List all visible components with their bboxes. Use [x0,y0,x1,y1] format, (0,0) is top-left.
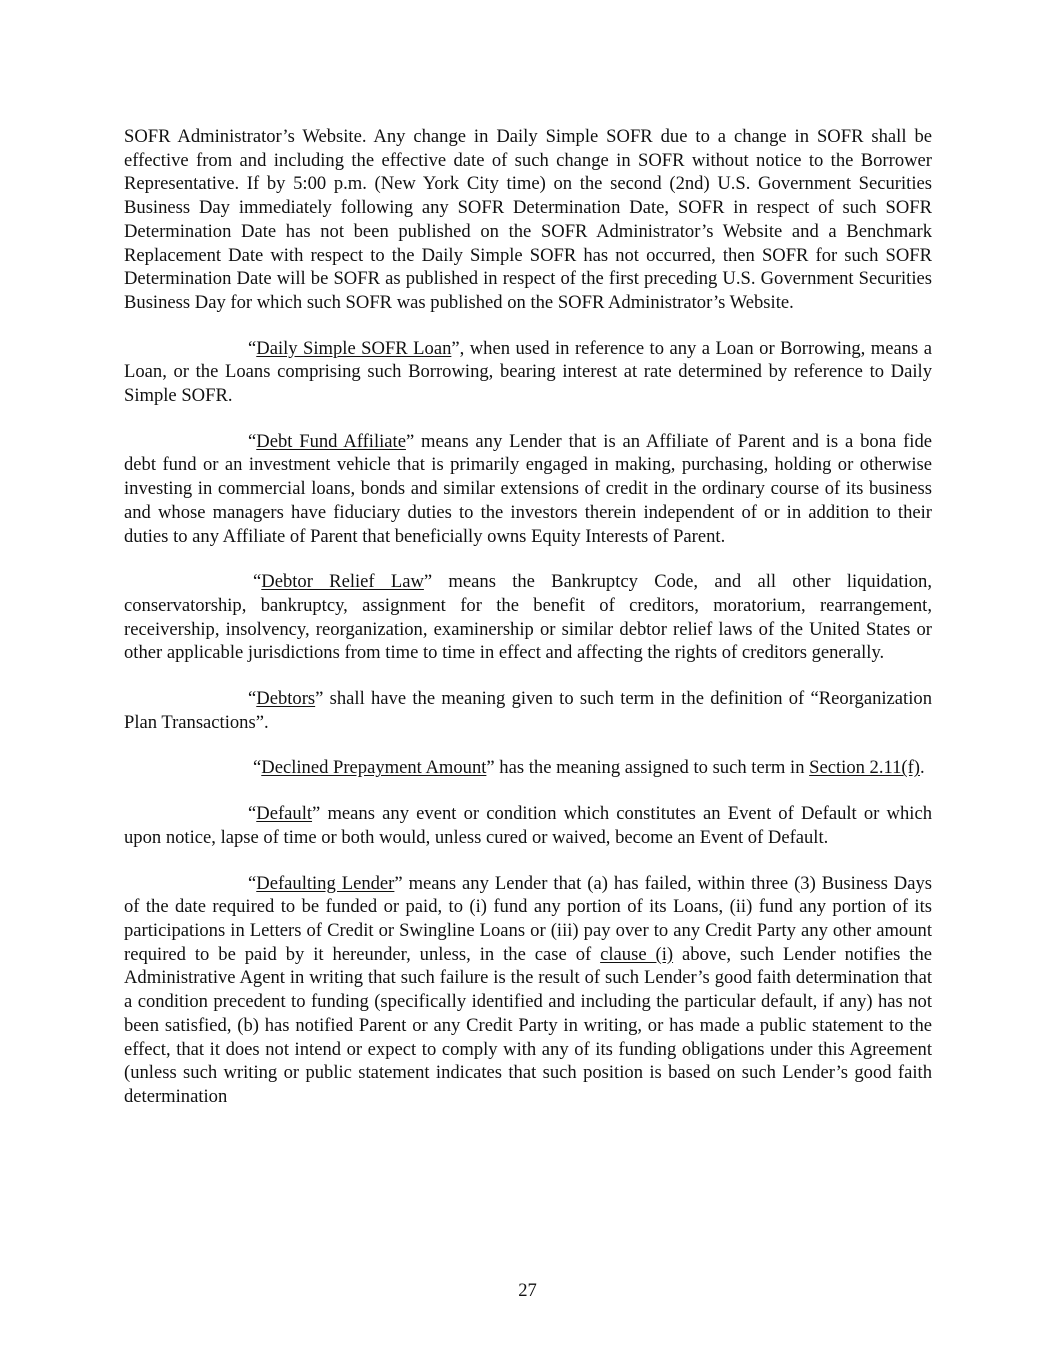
definition-text: ” means the Bankruptcy Code, and all other liquidation, conservatorship, bankruptcy, assignment for the benefit of creditors, moratorium, rearrangement, receivership, insolvency, reorganization, examinership or similar debtor relief laws of the United States or other applicable jurisdictions from time to time in effect and affecting the rights of creditors generally. [124,571,932,664]
section-reference: Section 2.11(f) [809,757,920,779]
defined-term: Debtor Relief Law [261,571,424,593]
definition-text-continued: above, such Lender notifies the Administrative Agent in writing that such failure is the result of such Lender’s good faith determination that a condition precedent to funding (specifically identified and including the particular default, if any) has not been satisfied, (b) has notified Parent or any Credit Party in writing, or has made a public statement to the effect, that it does not intend or expect to comply with any of its funding obligations under this Agreement (unless such writing or public statement indicates that such position is based on such Lender’s good faith determination [124,943,933,1107]
definition-text: ” means any event or condition which constitutes an Event of Default or which upon notice, lapse of time or both would, unless cured or waived, become an Event of Default. [124,803,932,848]
definition-debtor-relief-law [124,570,932,665]
paragraph-text: SOFR Administrator’s Website. Any change in Daily Simple SOFR due to a change in SOFR shall be effective from and including the effective date of such change in SOFR without notice to the Borrower Representative. If by 5:00 p.m. (New York City time) on the second (2nd) U.S. Government Securities Business Day immediately following any SOFR Determination Date, SOFR in respect of such SOFR Determination Date has not been published on the SOFR Administrator’s Website and a Benchmark Replacement Date with respect to the Daily Simple SOFR has not occurred, then SOFR for such SOFR Determination Date will be SOFR as published in respect of the first preceding U.S. Government Securities Business Day for which such SOFR was published on the SOFR Administrator’s Website. [124,126,932,313]
open-quote: “ [253,757,262,779]
document-body [124,125,932,1131]
defined-term: Debt Fund Affiliate [256,430,406,452]
definition-defaulting-lender [124,872,932,1109]
definition-default [124,802,932,849]
definition-text: ” means any Lender that is an Affiliate of Parent and is a bona fide debt fund or an investment vehicle that is primarily engaged in making, purchasing, holding or otherwise investing in commercial loans, bonds and similar extensions of credit in the ordinary course of its business and whose managers have fiduciary duties to the investors therein independent of or in addition to their duties to any Affiliate of Parent that beneficially owns Equity Interests of Parent. [124,430,932,547]
clause-reference: clause (i) [600,943,674,965]
open-quote: “ [248,337,257,359]
page-number: 27 [518,1280,537,1301]
paragraph-sofr-continuation [124,125,932,315]
definition-daily-simple-sofr-loan [124,337,932,408]
defined-term: Defaulting Lender [256,872,395,894]
open-quote: “ [248,803,257,825]
definition-debtors [124,687,932,734]
definition-debt-fund-affiliate [124,430,932,549]
defined-term: Default [256,803,313,825]
defined-term: Debtors [256,688,316,710]
open-quote: “ [253,571,262,593]
definition-text: ” shall have the meaning given to such term in the definition of “Reorganization Plan Transactions”. [124,688,932,733]
definition-declined-prepayment-amount [124,756,932,780]
open-quote: “ [248,430,257,452]
open-quote: “ [248,688,257,710]
definition-text: ” means any Lender that (a) has failed, within three (3) Business Days of the date required to be funded or paid, to (i) fund any portion of its Loans, (ii) fund any portion of its participations in Letters of Credit or Swingline Loans or (iii) pay over to any Credit Party any other amount required to be paid by it hereunder, unless, in the case of [124,872,933,965]
definition-text: ”, when used in reference to any a Loan or Borrowing, means a Loan, or the Loans comprising such Borrowing, bearing interest at rate determined by reference to Daily Simple SOFR. [124,337,933,407]
definition-text: ” has the meaning assigned to such term in [486,757,810,779]
defined-term: Daily Simple SOFR Loan [256,337,452,359]
definition-end: . [920,757,925,779]
defined-term: Declined Prepayment Amount [261,757,487,779]
open-quote: “ [248,872,257,894]
